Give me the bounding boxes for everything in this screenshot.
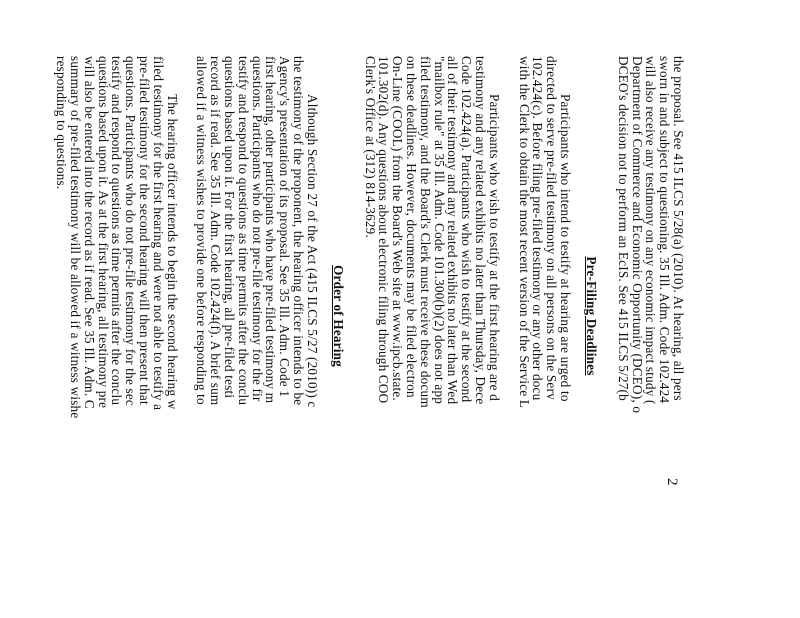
text-line: questions based upon it. As at the first hearing, all testimony pre — [95, 56, 111, 409]
text-line: sworn in and subject to questioning. 35 Ill. Adm. Code 102.424 — [657, 56, 673, 404]
text-line: filed testimony for the first hearing and were not able to testify a — [150, 56, 166, 411]
order-paragraph-1 — [195, 56, 319, 618]
order-paragraph-2 — [55, 56, 179, 618]
pre-filing-paragraph-1 — [517, 56, 572, 618]
text-line: directed to serve pre-filed testimony on all persons on the Serv — [544, 56, 560, 400]
text-line: first hearing, other participants who have pre-filed testimony m — [263, 56, 279, 404]
section-heading-order-of-hearing: Order of Hearing — [330, 265, 346, 367]
text-line: testify and respond to questions as time permits after the conclu — [235, 56, 251, 406]
text-line: allowed if a witness wishes to provide one before responding to — [194, 56, 210, 405]
text-line: will also receive any testimony on any economic impact study ( — [643, 56, 659, 405]
text-line: responding to questions. — [54, 56, 70, 190]
text-line: filed testimony, and the Board's Clerk must receive these docum — [417, 56, 433, 408]
text-line: Clerk's Office at (312) 814-3629. — [362, 56, 378, 238]
text-line: all of their testimony and any related exhibits no later than Wed — [445, 56, 461, 405]
text-line: Participants who wish to testify at the first hearing are d — [486, 94, 502, 401]
intro-paragraph — [616, 56, 685, 618]
text-line: will also be entered into the record as if read. See 35 Ill. Adm. C — [81, 56, 97, 409]
text-line: with the Clerk to obtain the most recent version of the Service L — [516, 56, 532, 409]
text-line: questions. Participants who do not pre-file testimony for the fir — [249, 56, 265, 402]
text-line: testify and respond to questions as time permits after the conclu — [109, 56, 125, 406]
text-line: On-Line (COOL) from the Board's Web site at www.ipcb.state. — [390, 56, 406, 401]
text-line: DCEO's decision not to perform an EcIS. See 415 ILCS 5/27(b — [615, 56, 631, 401]
text-line: Code 102.424(a). Participants who wish to testify at the second — [459, 56, 475, 403]
section-heading-pre-filing: Pre-Filing Deadlines — [584, 256, 600, 376]
text-line: Agency's presentation of its proposal. See 35 Ill. Adm. Code 1 — [277, 56, 293, 398]
text-line: "mailbox rule" at 35 Ill. Adm. Code 101.300(b)(2) does not app — [431, 56, 447, 405]
text-line: the testimony of the proponent, the hearing officer intends to be — [291, 56, 307, 406]
text-line: Department of Commerce and Economic Opportunity (DCEO), o — [629, 56, 645, 414]
text-line: Although Section 27 of the Act (415 ILCS 5/27 (2010)) c — [304, 94, 320, 408]
text-line: on these deadlines. However, documents may be filed electron — [404, 56, 420, 398]
text-line: testimony and any related exhibits no later than Thursday, Dece — [473, 56, 489, 405]
text-line: pre-filed testimony for the second hearing will then present that — [137, 56, 153, 405]
text-line: 101.302(d). Any questions about electronic filing through COO — [376, 56, 392, 404]
text-line: the proposal. See 415 ILCS 5/28(a) (2010). At hearing, all pers — [671, 56, 686, 401]
page-number: 2 — [664, 478, 680, 486]
pre-filing-paragraph-2 — [363, 56, 501, 618]
document-body — [55, 56, 685, 618]
text-line: 102.424(c). Before filing pre-filed testimony or any other docu — [530, 56, 546, 401]
text-line: summary of pre-filed testimony will be allowed if a witness wishe — [68, 56, 84, 419]
text-line: questions based upon it. For the first hearing, all pre-filed testi — [222, 56, 238, 399]
text-line: The hearing officer intends to begin the second hearing w — [164, 94, 180, 410]
text-line: questions. Participants who do not pre-file testimony for the sec — [123, 56, 139, 406]
text-line: record as if read. See 35 Ill. Adm. Code 102.424(f). A brief sum — [208, 56, 224, 406]
text-line: Participants who intend to testify at hearing are urged to — [558, 94, 574, 402]
